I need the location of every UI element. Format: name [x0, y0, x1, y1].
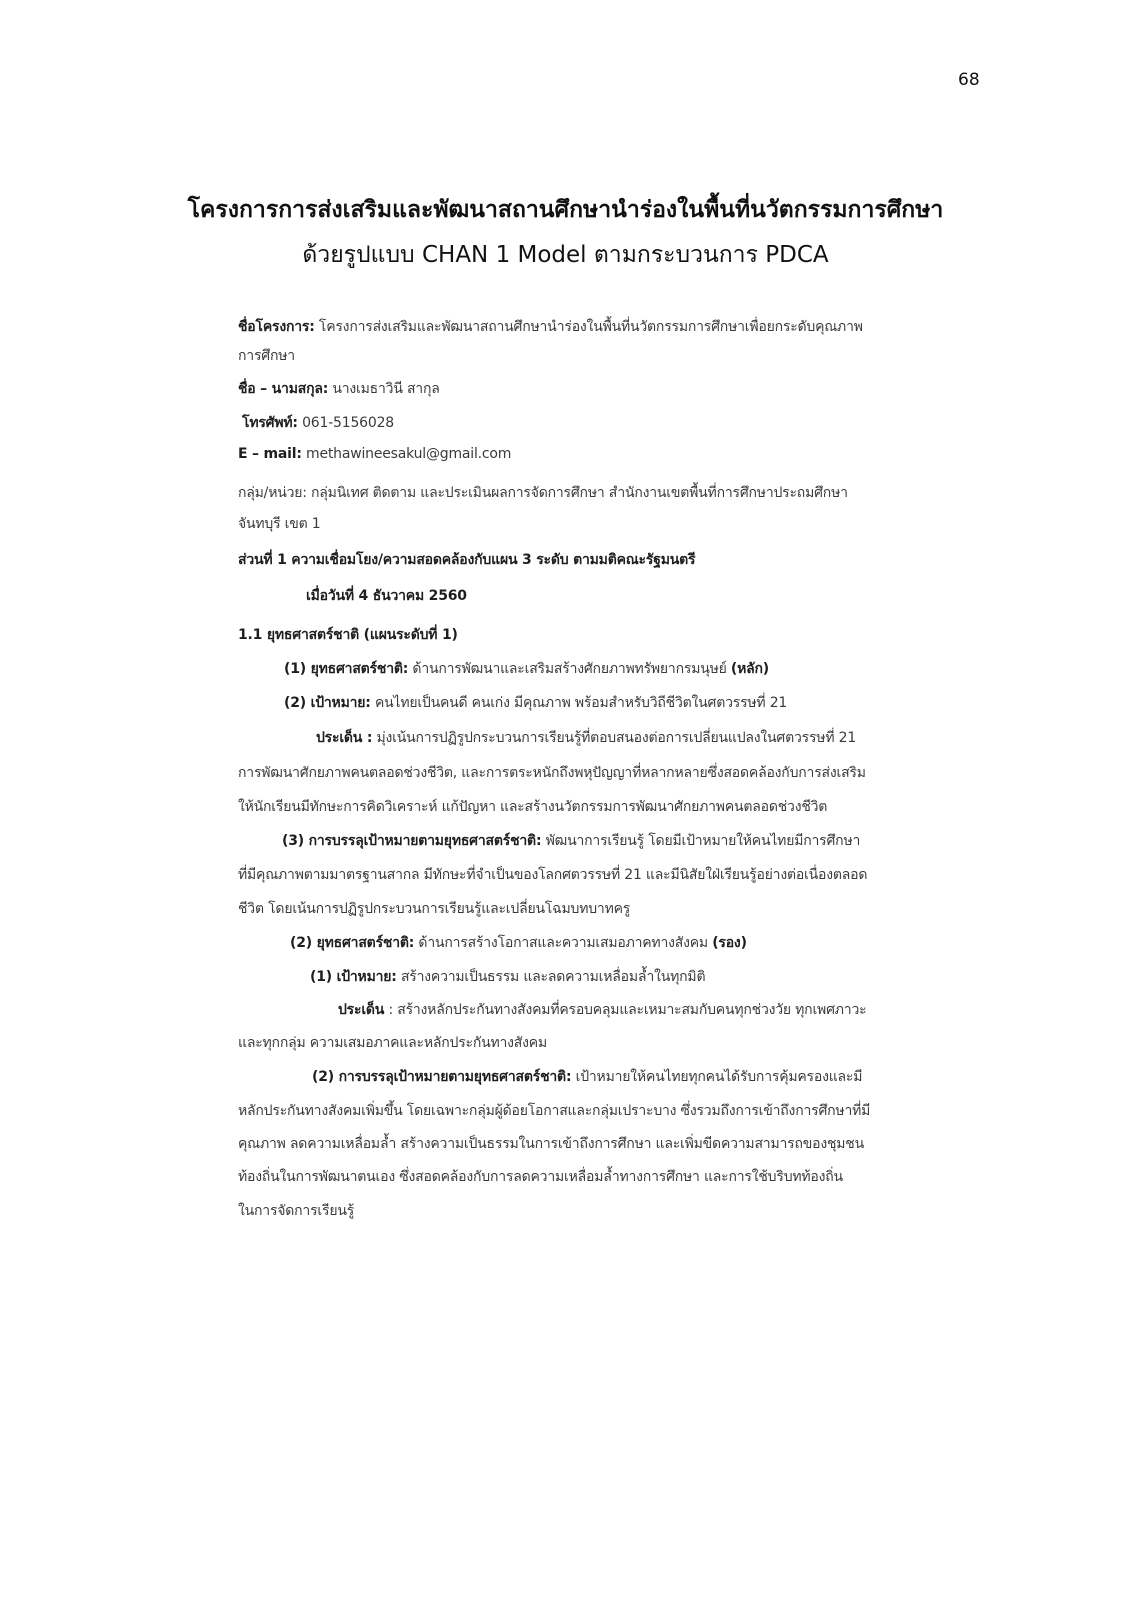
achievement-2-cont-2: คุณภาพ ลดความเหลื่อมล้ำ สร้างความเป็นธรรมในการเข้าถึงการศึกษา และเพิ่มขีดความสามารถของชุมชน: [238, 1136, 864, 1152]
unit-line-cont: จันทบุรี เขต 1: [238, 516, 321, 532]
section-1-1-heading: 1.1 ยุทธศาสตร์ชาติ (แผนระดับที่ 1): [238, 627, 458, 643]
email-value: methawineesakul@gmail.com: [306, 446, 512, 462]
part1-heading-cont: เมื่อวันที่ 4 ธันวาคม 2560: [306, 588, 467, 604]
project-name-cont: การศึกษา: [238, 348, 295, 364]
achievement-1-value: พัฒนาการเรียนรู้ โดยมีเป้าหมายให้คนไทยมีการศึกษา: [545, 833, 861, 849]
goal-2-label: (1) เป้าหมาย:: [310, 969, 397, 985]
strategy-2-line: [290, 932, 747, 954]
project-name-line: [238, 316, 863, 338]
goal-1-line: [284, 692, 787, 714]
achievement-1-cont-1: ที่มีคุณภาพตามมาตรฐานสากล มีทักษะที่จำเป็นของโลกศตวรรษที่ 21 และมีนิสัยใฝ่เรียนรู้อย่างต่อเนื่องตลอด: [238, 867, 868, 883]
achievement-2-cont-3: ท้องถิ่นในการพัฒนาตนเอง ซึ่งสอดคล้องกับการลดความเหลื่อมล้ำทางการศึกษา และการใช้บริบทท้องถิ่น: [238, 1169, 843, 1185]
strategy-1-suffix: (หลัก): [730, 661, 769, 677]
achievement-2-label: (2) การบรรลุเป้าหมายตามยุทธศาสตร์ชาติ:: [312, 1069, 572, 1085]
issue-2-label: ประเด็น: [338, 1002, 385, 1018]
achievement-1-label: (3) การบรรลุเป้าหมายตามยุทธศาสตร์ชาติ:: [282, 833, 542, 849]
name-value: นางเมธาวินี สากุล: [332, 381, 440, 397]
issue-1-cont-2: ให้นักเรียนมีทักษะการคิดวิเคราะห์ แก้ปัญหา และสร้างนวัตกรรมการพัฒนาศักยภาพคนตลอดช่วงชีวิต: [238, 799, 828, 815]
achievement-2-cont-4: ในการจัดการเรียนรู้: [238, 1203, 355, 1219]
project-label: ชื่อโครงการ:: [238, 319, 315, 335]
email-line: [238, 446, 511, 462]
page-title: โครงการการส่งเสริมและพัฒนาสถานศึกษานำร่องในพื้นที่นวัตกรรมการศึกษา: [187, 197, 944, 223]
issue-1-cont-1: การพัฒนาศักยภาพคนตลอดช่วงชีวิต, และการตระหนักถึงพหุปัญญาที่หลากหลายซึ่งสอดคล้องกับการส่งเสริม: [238, 765, 866, 781]
goal-1-label: (2) เป้าหมาย:: [284, 695, 371, 711]
strategy-2-value: ด้านการสร้างโอกาสและความเสมอภาคทางสังคม: [418, 935, 708, 951]
strategy-1-value: ด้านการพัฒนาและเสริมสร้างศักยภาพทรัพยากรมนุษย์: [412, 661, 727, 677]
achievement-2-line: [312, 1066, 862, 1088]
name-line: [238, 378, 440, 400]
strategy-2-suffix: (รอง): [712, 935, 747, 951]
goal-2-line: [310, 966, 705, 988]
achievement-2-value: เป้าหมายให้คนไทยทุกคนได้รับการคุ้มครองและมี: [575, 1069, 863, 1085]
project-value: โครงการส่งเสริมและพัฒนาสถานศึกษานำร่องในพื้นที่นวัตกรรมการศึกษาเพื่อยกระดับคุณภาพ: [318, 319, 863, 335]
part1-heading: ส่วนที่ 1 ความเชื่อมโยง/ความสอดคล้องกับแผน 3 ระดับ ตามมติคณะรัฐมนตรี: [238, 552, 696, 568]
email-label: E – mail:: [238, 446, 302, 462]
issue-1-label: ประเด็น :: [316, 730, 373, 746]
strategy-1-line: [284, 658, 769, 680]
issue-2-cont: และทุกกลุ่ม ความเสมอภาคและหลักประกันทางสังคม: [238, 1035, 547, 1051]
strategy-1-label: (1) ยุทธศาสตร์ชาติ:: [284, 661, 409, 677]
phone-label: โทรศัพท์:: [242, 415, 298, 431]
page-subtitle: ด้วยรูปแบบ CHAN 1 Model ตามกระบวนการ PDCA: [302, 242, 829, 268]
unit-line: กลุ่ม/หน่วย: กลุ่มนิเทศ ติดตาม และประเมินผลการจัดการศึกษา สำนักงานเขตพื้นที่การศึกษาประถมศึกษา: [238, 485, 848, 501]
strategy-2-label: (2) ยุทธศาสตร์ชาติ:: [290, 935, 415, 951]
goal-2-value: สร้างความเป็นธรรม และลดความเหลื่อมล้ำในทุกมิติ: [400, 969, 706, 985]
issue-1-line: [316, 727, 856, 749]
achievement-1-cont-2: ชีวิต โดยเน้นการปฏิรูปกระบวนการเรียนรู้และเปลี่ยนโฉมบทบาทครู: [238, 901, 631, 917]
issue-2-line: [338, 999, 866, 1021]
issue-1-value: มุ่งเน้นการปฏิรูปกระบวนการเรียนรู้ที่ตอบสนองต่อการเปลี่ยนแปลงในศตวรรษที่ 21: [376, 730, 857, 746]
name-label: ชื่อ – นามสกุล:: [238, 381, 329, 397]
issue-2-value: : สร้างหลักประกันทางสังคมที่ครอบคลุมและเหมาะสมกับคนทุกช่วงวัย ทุกเพศภาวะ: [388, 1002, 867, 1018]
goal-1-value: คนไทยเป็นคนดี คนเก่ง มีคุณภาพ พร้อมสำหรับวิถีชีวิตในศตวรรษที่ 21: [374, 695, 788, 711]
phone-line: [242, 412, 394, 434]
achievement-2-cont-1: หลักประกันทางสังคมเพิ่มขึ้น โดยเฉพาะกลุ่มผู้ด้อยโอกาสและกลุ่มเปราะบาง ซึ่งรวมถึงการเข้าถึงการศึกษาที่มี: [238, 1103, 871, 1119]
phone-value: 061-5156028: [302, 415, 395, 431]
achievement-1-line: [282, 830, 860, 852]
page-number: 68: [958, 70, 980, 90]
